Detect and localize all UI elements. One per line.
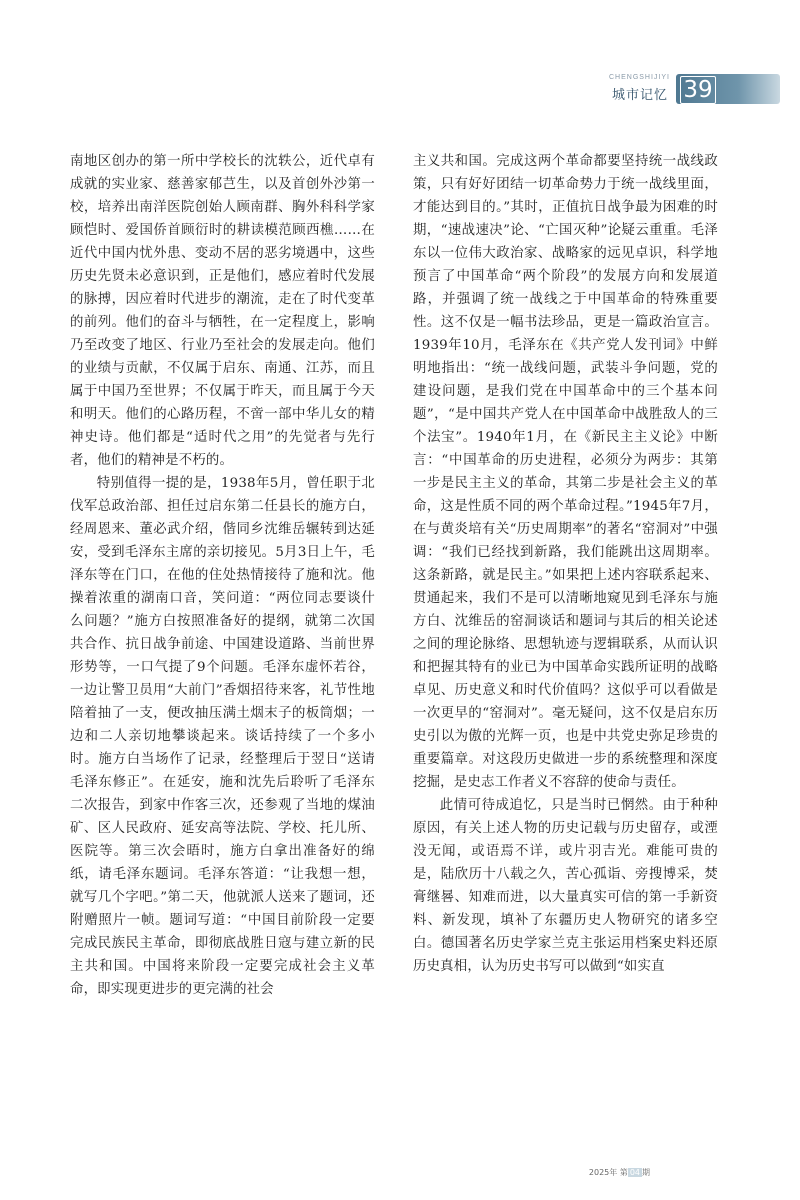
section-title: 城市记忆	[611, 88, 668, 103]
right-paragraph-1: 主义共和国。完成这两个革命都要坚持统一战线政策，只有好好团结一切革命势力于统一战线里面，才能达到目的。”其时，正值抗日战争最为困难的时期，“速战速决”论、“亡国灭种”论疑云重重。毛泽东以一位伟大政治家、战略家的远见卓识，科学地预言了中国革命“两个阶段”的发展方向和发展道路，并强调了统一战线之于中国革命的特殊重要性。这不仅是一幅书法珍品，更是一篇政治宣言。1939年10月，毛泽东在《共产党人发刊词》中鲜明地指出：“统一战线问题，武装斗争问题，党的建设问题，是我们党在中国革命中的三个基本问题”，“是中国共产党人在中国革命中战胜敌人的三个法宝”。1940年1月，在《新民主主义论》中断言：“中国革命的历史进程，必须分为两步：其第一步是民主主义的革命，其第二步是社会主义的革命，这是性质不同的两个革命过程。”1945年7月，在与黄炎培有关“历史周期率”的著名“窑洞对”中强调：“我们已经找到新路，我们能跳出这周期率。这条新路，就是民主。”如果把上述内容联系起来、贯通起来，我们不是可以清晰地窥见到毛泽东与施方白、沈维岳的窑洞谈话和题词与其后的相关论述之间的理论脉络、思想轨迹与逻辑联系，从而认识和把握其特有的业已为中国革命实践所证明的战略卓见、历史意义和时代价值吗？这似乎可以看做是一次更早的“窑洞对”。毫无疑问，这不仅是启东历史引以为傲的光辉一页，也是中共党史弥足珍贵的重要篇章。对这段历史做进一步的系统整理和深度挖掘，是史志工作者义不容辞的使命与责任。	[413, 154, 718, 790]
page-header	[580, 74, 780, 106]
issue-year: 2025年 第	[588, 1168, 628, 1177]
issue-footer	[589, 1167, 650, 1178]
right-column	[413, 150, 718, 978]
left-column	[70, 150, 375, 1001]
issue-suffix: 期	[642, 1168, 650, 1177]
page-number: 39	[680, 76, 716, 104]
issue-number: 04	[629, 1168, 640, 1177]
section-pinyin: CHENGSHIJIYI	[608, 74, 670, 81]
right-paragraph-2: 此情可待成追忆，只是当时已惘然。由于种种原因，有关上述人物的历史记载与历史留存，或湮没无闻，或语焉不详，或片羽吉光。难能可贵的是，陆欣历十八载之久，苦心孤诣、旁搜博采，焚膏继晷、知难而进，以大量真实可信的第一手新资料、新发现，填补了东疆历史人物研究的诸多空白。德国著名历史学家兰克主张运用档案史料还原历史真相，认为历史书写可以做到“如实直	[413, 798, 718, 974]
left-paragraph-1: 南地区创办的第一所中学校长的沈轶公，近代卓有成就的实业家、慈善家郁芑生，以及首创外沙第一校，培养出南洋医院创始人顾南群、胸外科科学家顾恺时、爱国侨首顾衍时的耕读模范顾西樵……在近代中国内忧外患、变动不居的恶劣境遇中，这些历史先贤未必意识到，正是他们，感应着时代发展的脉搏，因应着时代进步的潮流，走在了时代变革的前列。他们的奋斗与牺牲，在一定程度上，影响乃至改变了地区、行业乃至社会的发展走向。他们的业绩与贡献，不仅属于启东、南通、江苏，而且属于中国乃至世界；不仅属于昨天，而且属于今天和明天。他们的心路历程，不啻一部中华儿女的精神史诗。他们都是“适时代之用”的先觉者与先行者，他们的精神是不朽的。	[70, 154, 375, 468]
left-paragraph-2: 特别值得一提的是，1938年5月，曾任职于北伐军总政治部、担任过启东第二任县长的施方白，经周恩来、董必武介绍，偕同乡沈维岳辗转到达延安，受到毛泽东主席的亲切接见。5月3日上午，毛泽东等在门口，在他的住处热情接待了施和沈。他操着浓重的湖南口音，笑问道：“两位同志要谈什么问题？”施方白按照准备好的提纲，就第二次国共合作、抗日战争前途、中国建设道路、当前世界形势等，一口气提了9个问题。毛泽东虚怀若谷，一边让警卫员用“大前门”香烟招待来客，礼节性地陪着抽了一支，便改抽压满土烟末子的板筒烟；一边和二人亲切地攀谈起来。谈话持续了一个多小时。施方白当场作了记录，经整理后于翌日“送请毛泽东修正”。在延安，施和沈先后聆听了毛泽东二次报告，到家中作客三次，还参观了当地的煤油矿、区人民政府、延安高等法院、学校、托儿所、医院等。第三次会晤时，施方白拿出准备好的绵纸，请毛泽东题词。毛泽东答道：“让我想一想，就写几个字吧。”第二天，他就派人送来了题词，还附赠照片一帧。题词写道：“中国目前阶段一定要完成民族民主革命，即彻底战胜日寇与建立新的民主共和国。中国将来阶段一定要完成社会主义革命，即实现更进步的更完满的社会	[70, 476, 375, 997]
page-number-badge	[676, 74, 780, 104]
